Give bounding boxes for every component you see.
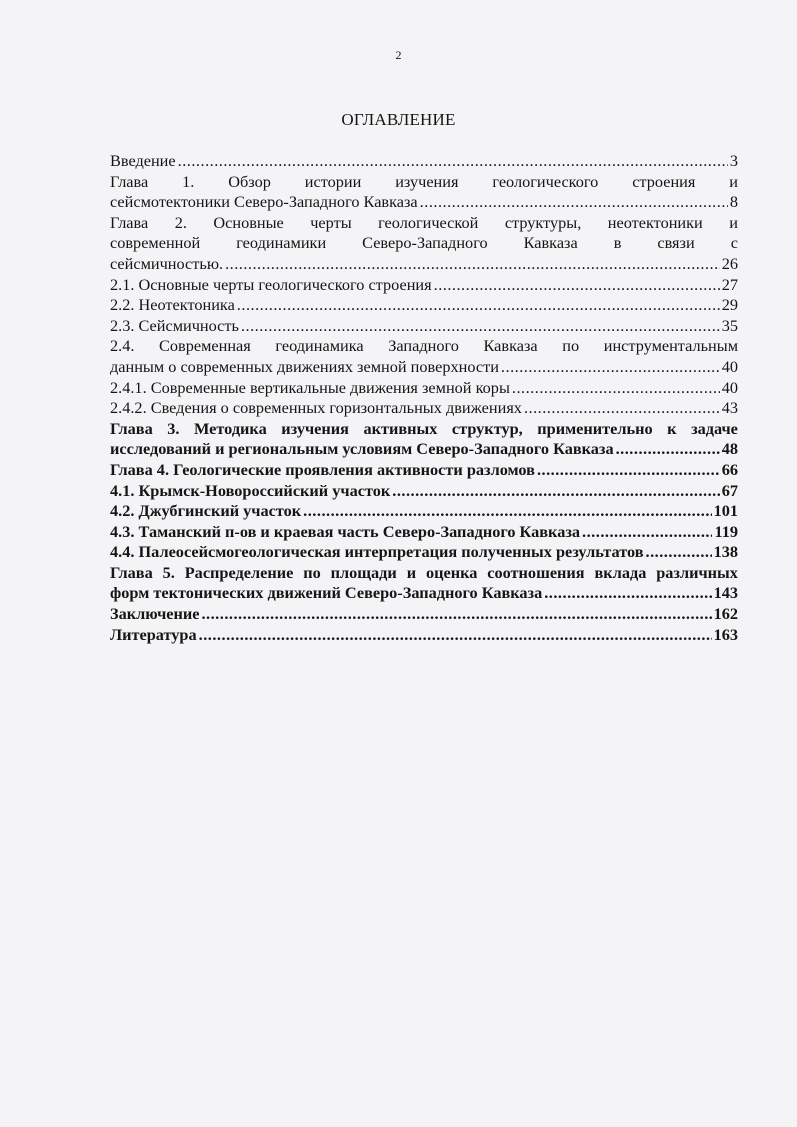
toc-word: структур,: [451, 418, 523, 438]
toc-entry: [110, 625, 738, 646]
toc-line: [110, 254, 738, 275]
toc-line: [110, 295, 738, 316]
toc-page-number: 48: [721, 439, 738, 459]
toc-page-number: 35: [721, 315, 738, 335]
toc-page-number: 8: [729, 192, 738, 212]
toc-entry: [110, 419, 738, 460]
toc-page-number: 143: [713, 583, 738, 603]
toc-word: геодинамика: [275, 336, 364, 356]
toc-line: [110, 604, 738, 625]
toc-line: [110, 501, 738, 522]
toc-word: активных: [363, 418, 438, 438]
toc-word: 1.: [182, 171, 195, 191]
toc-entry: [110, 295, 738, 316]
page-title: ОГЛАВЛЕНИЕ: [341, 110, 456, 129]
toc-word: структуры,: [504, 212, 582, 232]
toc-line: [110, 357, 738, 378]
toc-word: связи: [657, 233, 695, 253]
dot-leader: [420, 192, 728, 213]
toc-line: [110, 563, 738, 584]
toc-page-number: 40: [721, 356, 738, 376]
toc-entry: [110, 481, 738, 502]
toc-word: строения: [632, 171, 696, 191]
toc-word: черты: [310, 212, 352, 232]
dot-leader: [241, 316, 720, 337]
dot-leader: [199, 625, 712, 646]
toc-entry: [110, 336, 738, 377]
toc-word: задаче: [691, 418, 738, 438]
toc-line: [110, 378, 738, 399]
dot-leader: [178, 151, 728, 172]
toc-page-number: 66: [721, 459, 738, 479]
toc-entry-text: исследований и региональным условиям Северо-Западного Кавказа: [110, 439, 614, 459]
toc-word: истории: [304, 171, 362, 191]
toc-page-number: 162: [713, 604, 738, 624]
toc-page-number: 26: [721, 253, 738, 273]
toc-word: и: [729, 171, 738, 191]
toc-word: Глава: [110, 562, 153, 582]
toc-word: Глава: [110, 171, 149, 191]
table-of-contents: [110, 151, 738, 645]
toc-entry: [110, 398, 738, 419]
toc-page-number: 67: [721, 480, 738, 500]
dot-leader: [303, 501, 711, 522]
dot-leader: [225, 254, 720, 275]
toc-word: изучения: [395, 171, 459, 191]
dot-leader: [582, 522, 712, 543]
toc-page-number: 119: [714, 521, 738, 541]
toc-entry: [110, 460, 738, 481]
dot-leader: [524, 398, 720, 419]
toc-word: Обзор: [228, 171, 271, 191]
toc-word: и: [729, 212, 738, 232]
toc-page-number: 3: [729, 151, 738, 170]
dot-leader: [544, 583, 711, 604]
toc-entry-text: 2.4.2. Сведения о современных горизонтальных движениях: [110, 398, 522, 418]
toc-page-number: 101: [713, 501, 738, 521]
toc-line: [110, 419, 738, 440]
toc-word: по: [562, 336, 580, 356]
toc-entry: [110, 213, 738, 275]
toc-word: Северо-Западного: [362, 233, 488, 253]
toc-word: Глава: [110, 418, 153, 438]
toc-line: [110, 439, 738, 460]
toc-page-number: 40: [721, 377, 738, 397]
dot-leader: [201, 604, 711, 625]
toc-word: Основные: [213, 212, 284, 232]
toc-word: современной: [110, 233, 201, 253]
dot-leader: [392, 481, 719, 502]
toc-word: оценка: [425, 562, 478, 582]
toc-entry: [110, 151, 738, 172]
toc-line: [110, 460, 738, 481]
toc-entry: [110, 316, 738, 337]
toc-line: [110, 151, 738, 172]
toc-page-number: 43: [721, 398, 738, 418]
toc-word: Западного: [388, 336, 459, 356]
toc-entry-text: 2.3. Сейсмичность: [110, 315, 239, 335]
page-number: 2: [395, 48, 402, 62]
toc-entry: [110, 172, 738, 213]
toc-entry-text: форм тектонических движений Северо-Западного Кавказа: [110, 583, 543, 603]
toc-line: [110, 583, 738, 604]
toc-word: различных: [656, 562, 738, 582]
dot-leader: [616, 439, 720, 460]
dot-leader: [537, 460, 720, 481]
toc-line: [110, 275, 738, 296]
toc-word: 3.: [167, 418, 180, 438]
toc-entry: [110, 501, 738, 522]
toc-word: геологического: [492, 171, 599, 191]
toc-entry-text: 4.2. Джубгинский участок: [110, 501, 302, 521]
dot-leader: [434, 275, 720, 296]
toc-word: и: [406, 562, 417, 582]
toc-entry-text: сейсмотектоники Северо-Западного Кавказа: [110, 192, 418, 212]
toc-word: 2.: [174, 212, 187, 232]
toc-word: Распределение: [184, 562, 294, 582]
toc-word: вклада: [594, 562, 647, 582]
toc-word: соотношения: [487, 562, 585, 582]
toc-page-number: 163: [713, 624, 738, 644]
toc-word: Кавказа: [483, 336, 538, 356]
toc-word: Глава: [110, 212, 149, 232]
toc-word: Современная: [159, 336, 251, 356]
toc-entry-text: Литература: [110, 624, 197, 644]
toc-line: [110, 522, 738, 543]
toc-line: [110, 316, 738, 337]
toc-word: 2.4.: [110, 336, 135, 356]
toc-word: инструментальным: [603, 336, 738, 356]
toc-line: [110, 398, 738, 419]
toc-entry-text: 2.2. Неотектоника: [110, 295, 235, 315]
toc-page-number: 138: [713, 542, 738, 562]
toc-entry: [110, 522, 738, 543]
dot-leader: [237, 295, 720, 316]
toc-word: в: [613, 233, 622, 253]
toc-word: изучения: [281, 418, 349, 438]
toc-entry: [110, 563, 738, 604]
toc-entry-text: Глава 4. Геологические проявления активности разломов: [110, 459, 535, 479]
toc-line: [110, 172, 738, 193]
toc-entry-text: 2.4.1. Современные вертикальные движения земной коры: [110, 377, 510, 397]
toc-entry-text: данным о современных движениях земной поверхности: [110, 356, 499, 376]
dot-leader: [646, 542, 712, 563]
toc-word: по: [303, 562, 321, 582]
toc-entry-text: 4.3. Таманский п-ов и краевая часть Северо-Западного Кавказа: [110, 521, 581, 541]
toc-entry-text: 2.1. Основные черты геологического строения: [110, 274, 432, 294]
toc-entry-text: Заключение: [110, 604, 200, 624]
toc-entry-text: 4.1. Крымск-Новороссийский участок: [110, 480, 391, 500]
dot-leader: [501, 357, 720, 378]
toc-word: геологической: [378, 212, 479, 232]
toc-line: [110, 192, 738, 213]
toc-entry: [110, 275, 738, 296]
toc-word: применительно: [537, 418, 653, 438]
toc-word: Кавказа: [523, 233, 578, 253]
toc-line: [110, 233, 738, 254]
toc-entry: [110, 378, 738, 399]
toc-page-number: 27: [721, 274, 738, 294]
toc-word: площади: [330, 562, 397, 582]
toc-entry-text: Введение: [110, 151, 176, 170]
toc-entry: [110, 604, 738, 625]
toc-word: к: [667, 418, 677, 438]
toc-word: неотектоники: [607, 212, 703, 232]
toc-word: с: [730, 233, 738, 253]
toc-entry: [110, 542, 738, 563]
dot-leader: [512, 378, 720, 399]
toc-line: [110, 213, 738, 234]
toc-word: геодинамики: [236, 233, 327, 253]
toc-word: 5.: [162, 562, 175, 582]
toc-line: [110, 542, 738, 563]
toc-line: [110, 481, 738, 502]
toc-word: Методика: [193, 418, 267, 438]
toc-entry-text: 4.4. Палеосейсмогеологическая интерпретация полученных результатов: [110, 542, 644, 562]
toc-page-number: 29: [721, 295, 738, 315]
toc-line: [110, 625, 738, 646]
toc-entry-text: сейсмичностью.: [110, 253, 224, 273]
toc-line: [110, 336, 738, 357]
